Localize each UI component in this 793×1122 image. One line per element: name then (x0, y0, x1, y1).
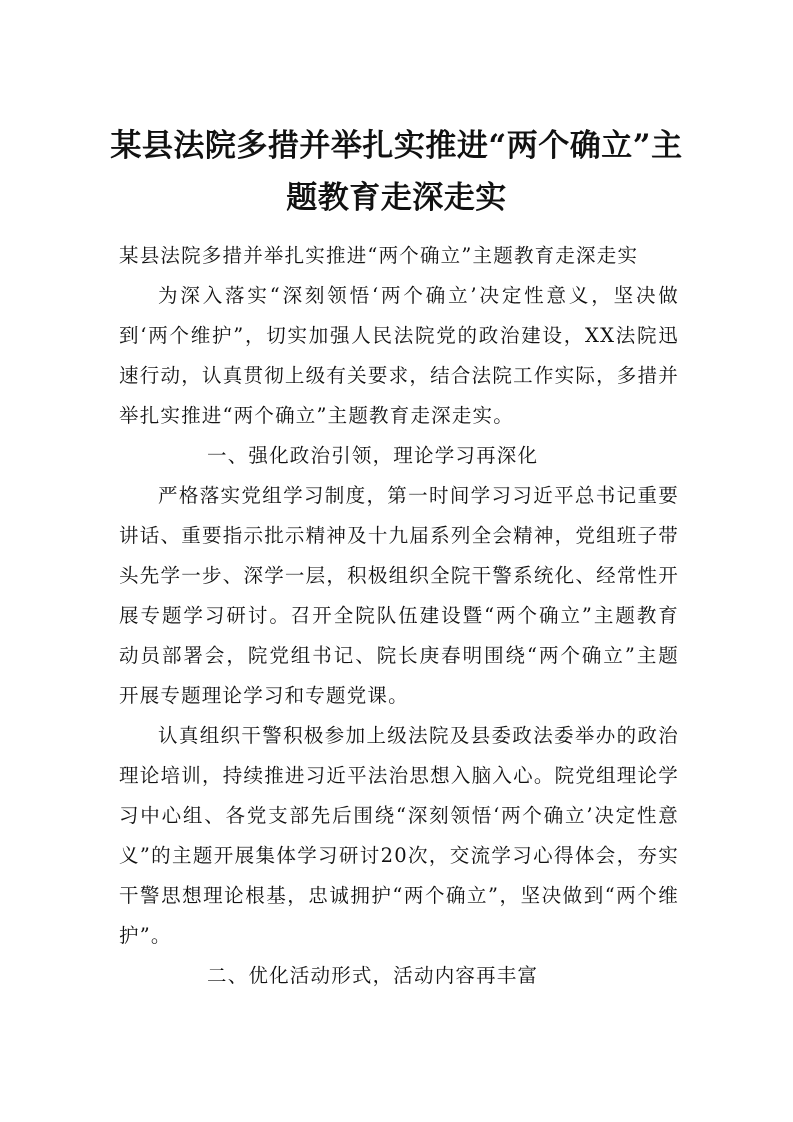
section-heading-1: 一、强化政治引领，理论学习再深化 (207, 444, 539, 467)
document-body (119, 236, 679, 996)
document-subtitle: 某县法院多措并举扎实推进“两个确立”主题教育走深走实 (119, 244, 639, 267)
section-heading-2: 二、优化活动形式，活动内容再丰富 (207, 964, 539, 987)
section-1-paragraph-2: 认真组织干警积极参加上级法院及县委政法委举办的政治理论培训，持续推进习近平法治思想入脑入心。院党组理论学习中心组、各党支部先后围绕“深刻领悟‘两个确立’决定性意义”的主题开展集体学习研讨20次，交流学习心得体会，夯实干警思想理论根基，忠诚拥护“两个确立”，坚决做到“两个维护”。 (119, 724, 679, 947)
intro-paragraph: 为深入落实“深刻领悟‘两个确立’决定性意义，坚决做到‘两个维护”，切实加强人民法院党的政治建设，XX法院迅速行动，认真贯彻上级有关要求，结合法院工作实际，多措并举扎实推进“两个确立”主题教育走深走实。 (119, 284, 679, 427)
section-1-paragraph-1: 严格落实党组学习制度，第一时间学习习近平总书记重要讲话、重要指示批示精神及十九届系列全会精神，党组班子带头先学一步、深学一层，积极组织全院干警系统化、经常性开展专题学习研讨。召开全院队伍建设暨“两个确立”主题教育动员部署会，院党组书记、院长庚春明围绕“两个确立”主题开展专题理论学习和专题党课。 (119, 484, 679, 707)
document-title: 某县法院多措并举扎实推进“两个确立”主题教育走深走实 (110, 128, 683, 216)
